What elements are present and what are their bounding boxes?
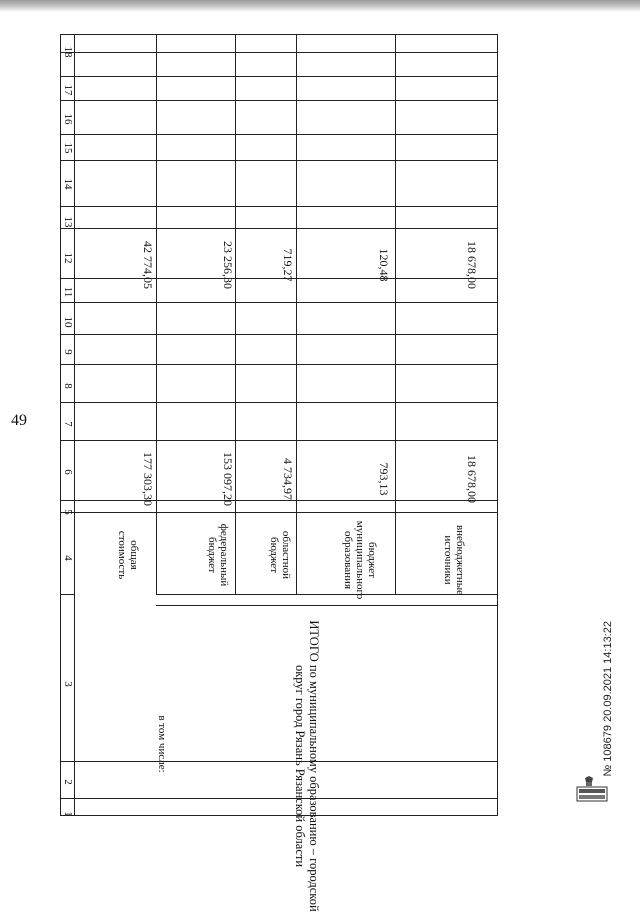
column-number: 18 <box>62 46 74 58</box>
column-number: 15 <box>62 142 74 154</box>
value-col6: 793,13 <box>377 462 391 496</box>
value-col6: 18 678,00 <box>465 455 479 503</box>
funding-label: внебюджетные источники <box>442 524 466 596</box>
in-total-label: в том числе: <box>156 715 168 773</box>
column-number: 6 <box>62 469 74 475</box>
column-number: 13 <box>62 216 74 228</box>
seal-icon <box>575 775 609 803</box>
value-col12: 719,27 <box>281 248 295 282</box>
value-col12: 18 678,00 <box>465 241 479 289</box>
value-col12: 23 256,30 <box>221 241 235 289</box>
column-number: 2 <box>62 779 74 785</box>
column-number: 7 <box>62 421 74 427</box>
column-number: 12 <box>62 252 74 264</box>
column-number: 1 <box>62 811 74 817</box>
column-number: 11 <box>62 286 74 298</box>
stamp-caption: № 108679 20.09.2021 14:13:22 <box>602 621 614 777</box>
budget-table <box>60 34 498 912</box>
column-number: 10 <box>62 316 74 328</box>
row-title: ИТОГО по муниципальному образованию – городской округ город Рязань Рязанской области <box>293 620 321 912</box>
column-number: 14 <box>62 178 74 190</box>
scan-edge <box>0 0 640 12</box>
funding-label: общая стоимость <box>116 530 140 580</box>
column-number: 5 <box>62 509 74 515</box>
column-number: 16 <box>62 113 74 125</box>
value-col12: 42 774,05 <box>141 241 155 289</box>
value-col6: 177 303,30 <box>141 452 155 506</box>
funding-label: областной бюджет <box>268 530 292 580</box>
column-number: 9 <box>62 349 74 355</box>
column-number: 3 <box>62 681 74 687</box>
funding-label: федеральный бюджет <box>206 523 230 587</box>
column-number: 8 <box>62 383 74 389</box>
column-number: 17 <box>62 84 74 96</box>
value-col12: 120,48 <box>377 248 391 282</box>
value-col6: 4 734,97 <box>281 458 295 500</box>
page-number: 49 <box>11 412 27 429</box>
value-col6: 153 097,20 <box>221 452 235 506</box>
funding-label: бюджет муниципального образования <box>342 520 378 600</box>
column-number: 4 <box>62 555 74 561</box>
